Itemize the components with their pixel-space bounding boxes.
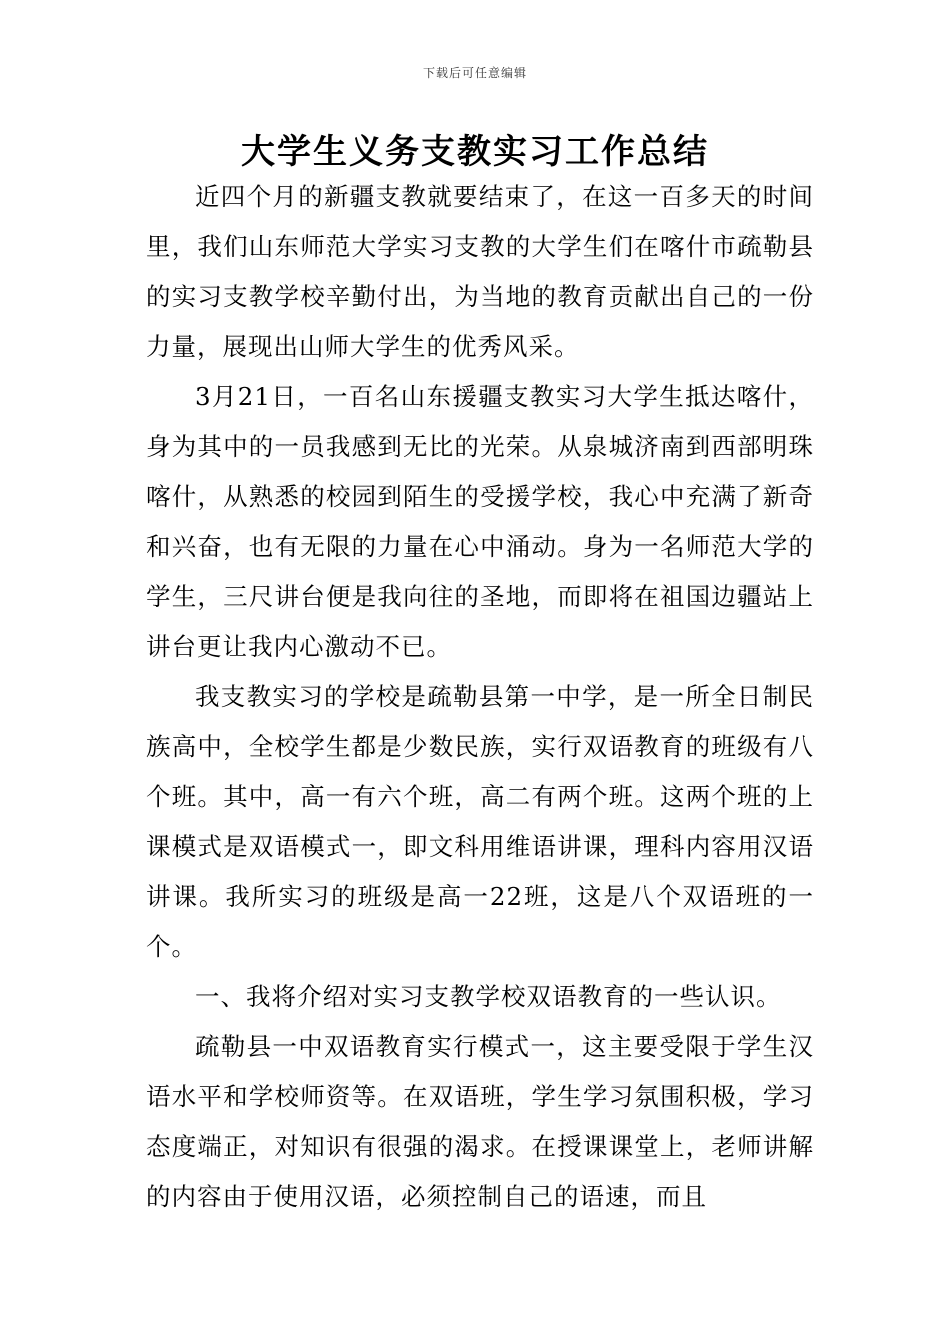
paragraph: 3月21日，一百名山东援疆支教实习大学生抵达喀什，身为其中的一员我感到无比的光荣。从泉城济南到西部明珠喀什，从熟悉的校园到陌生的受援学校，我心中充满了新奇和兴奋，也有无限的力量在心中涌动。身为一名师范大学的学生，三尺讲台便是我向往的圣地，而即将在祖国边疆站上讲台更让我内心激动不已。	[146, 382, 814, 661]
document-title: 大学生义务支教实习工作总结	[241, 132, 709, 172]
paragraph: 疏勒县一中双语教育实行模式一，这主要受限于学生汉语水平和学校师资等。在双语班，学生学习氛围积极，学习态度端正，对知识有很强的渴求。在授课课堂上，老师讲解的内容由于使用汉语，必须控制自己的语速，而且	[146, 1032, 814, 1211]
paragraph: 近四个月的新疆支教就要结束了，在这一百多天的时间里，我们山东师范大学实习支教的大学生们在喀什市疏勒县的实习支教学校辛勤付出，为当地的教育贡献出自己的一份力量，展现出山师大学生的优秀风采。	[146, 182, 814, 361]
paragraph: 一、我将介绍对实习支教学校双语教育的一些认识。	[195, 982, 782, 1011]
header-note: 下载后可任意编辑	[422, 66, 527, 80]
document-body	[146, 172, 814, 1222]
paragraph: 我支教实习的学校是疏勒县第一中学，是一所全日制民族高中，全校学生都是少数民族，实行双语教育的班级有八个班。其中，高一有六个班，高二有两个班。这两个班的上课模式是双语模式一，即文科用维语讲课，理科内容用汉语讲课。我所实习的班级是高一22班，这是八个双语班的一个。	[146, 682, 814, 961]
